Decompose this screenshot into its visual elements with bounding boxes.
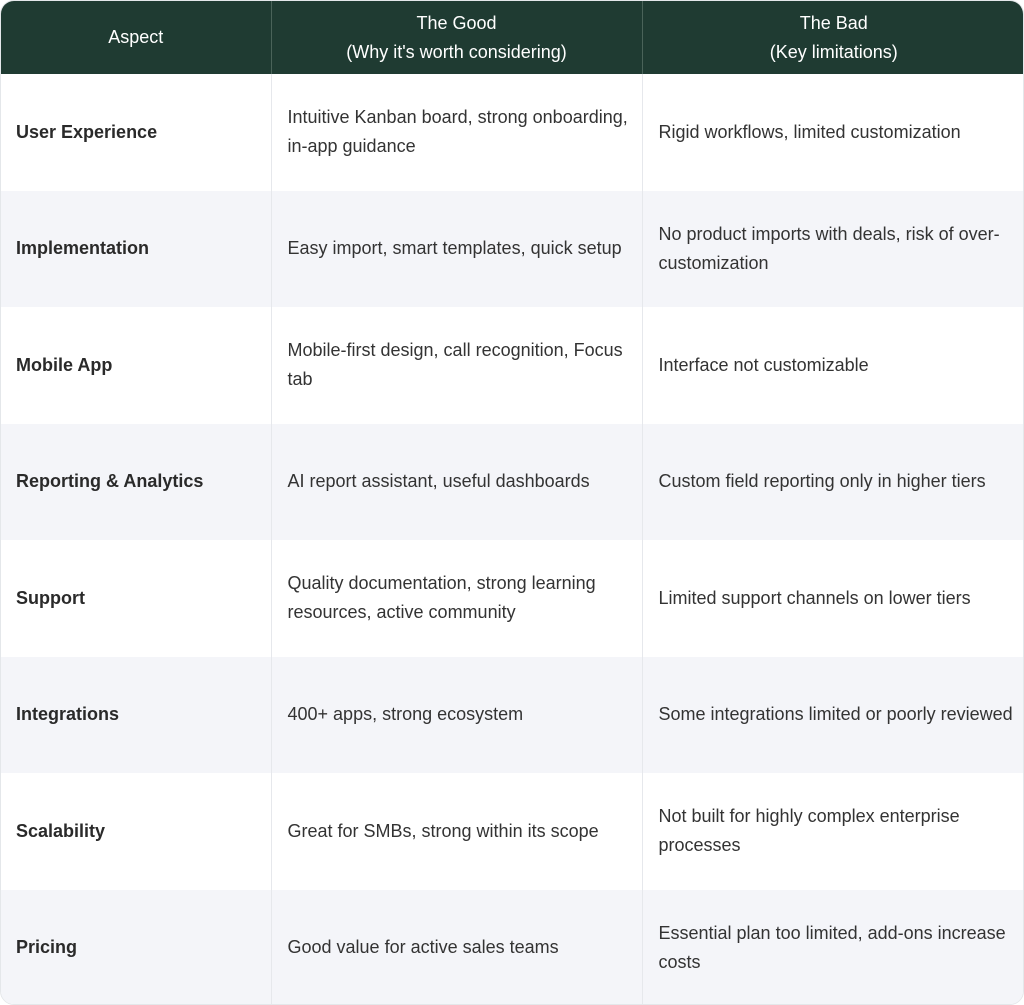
bad-cell: Interface not customizable [658, 354, 869, 375]
bad-cell: Limited support channels on lower tiers [658, 587, 971, 608]
bad-cell: Not built for highly complex enterprise processes [658, 806, 960, 856]
comparison-table [1, 1, 1024, 1005]
bad-cell: Custom field reporting only in higher tiers [658, 471, 986, 492]
header-good-title: The Good [416, 12, 497, 33]
aspect-cell: Integrations [1, 657, 271, 774]
bad-cell: No product imports with deals, risk of over-customization [658, 223, 1000, 273]
good-cell: Intuitive Kanban board, strong onboarding, in-app guidance [271, 74, 642, 191]
table-body [1, 74, 1024, 1005]
table-row [1, 307, 1024, 424]
table-row [1, 773, 1024, 890]
table-row [1, 657, 1024, 774]
good-cell: AI report assistant, useful dashboards [271, 424, 642, 541]
table-row [1, 424, 1024, 541]
table-row [1, 74, 1024, 191]
bad-cell: Essential plan too limited, add-ons increase costs [658, 922, 1006, 972]
aspect-cell: User Experience [1, 74, 271, 191]
header-bad-subtitle: (Key limitations) [769, 41, 898, 62]
header-good-subtitle: (Why it's worth considering) [346, 41, 567, 62]
header-good [271, 1, 642, 74]
bad-cell: Rigid workflows, limited customization [658, 121, 961, 142]
good-cell: Great for SMBs, strong within its scope [271, 773, 642, 890]
good-cell: Mobile-first design, call recognition, Focus tab [271, 307, 642, 424]
good-cell: Quality documentation, strong learning resources, active community [271, 540, 642, 657]
table-row [1, 540, 1024, 657]
bad-cell: Some integrations limited or poorly reviewed [658, 704, 1013, 725]
aspect-cell: Pricing [1, 890, 271, 1005]
header-bad [642, 1, 1024, 74]
aspect-cell: Reporting & Analytics [1, 424, 271, 541]
header-aspect: Aspect [1, 1, 271, 74]
header-row [1, 1, 1024, 74]
table-row [1, 191, 1024, 308]
aspect-cell: Scalability [1, 773, 271, 890]
aspect-cell: Support [1, 540, 271, 657]
good-cell: 400+ apps, strong ecosystem [271, 657, 642, 774]
header-bad-title: The Bad [799, 12, 868, 33]
table-header [1, 1, 1024, 74]
good-cell: Easy import, smart templates, quick setup [271, 191, 642, 308]
aspect-cell: Mobile App [1, 307, 271, 424]
table-row [1, 890, 1024, 1005]
good-cell: Good value for active sales teams [271, 890, 642, 1005]
aspect-cell: Implementation [1, 191, 271, 308]
